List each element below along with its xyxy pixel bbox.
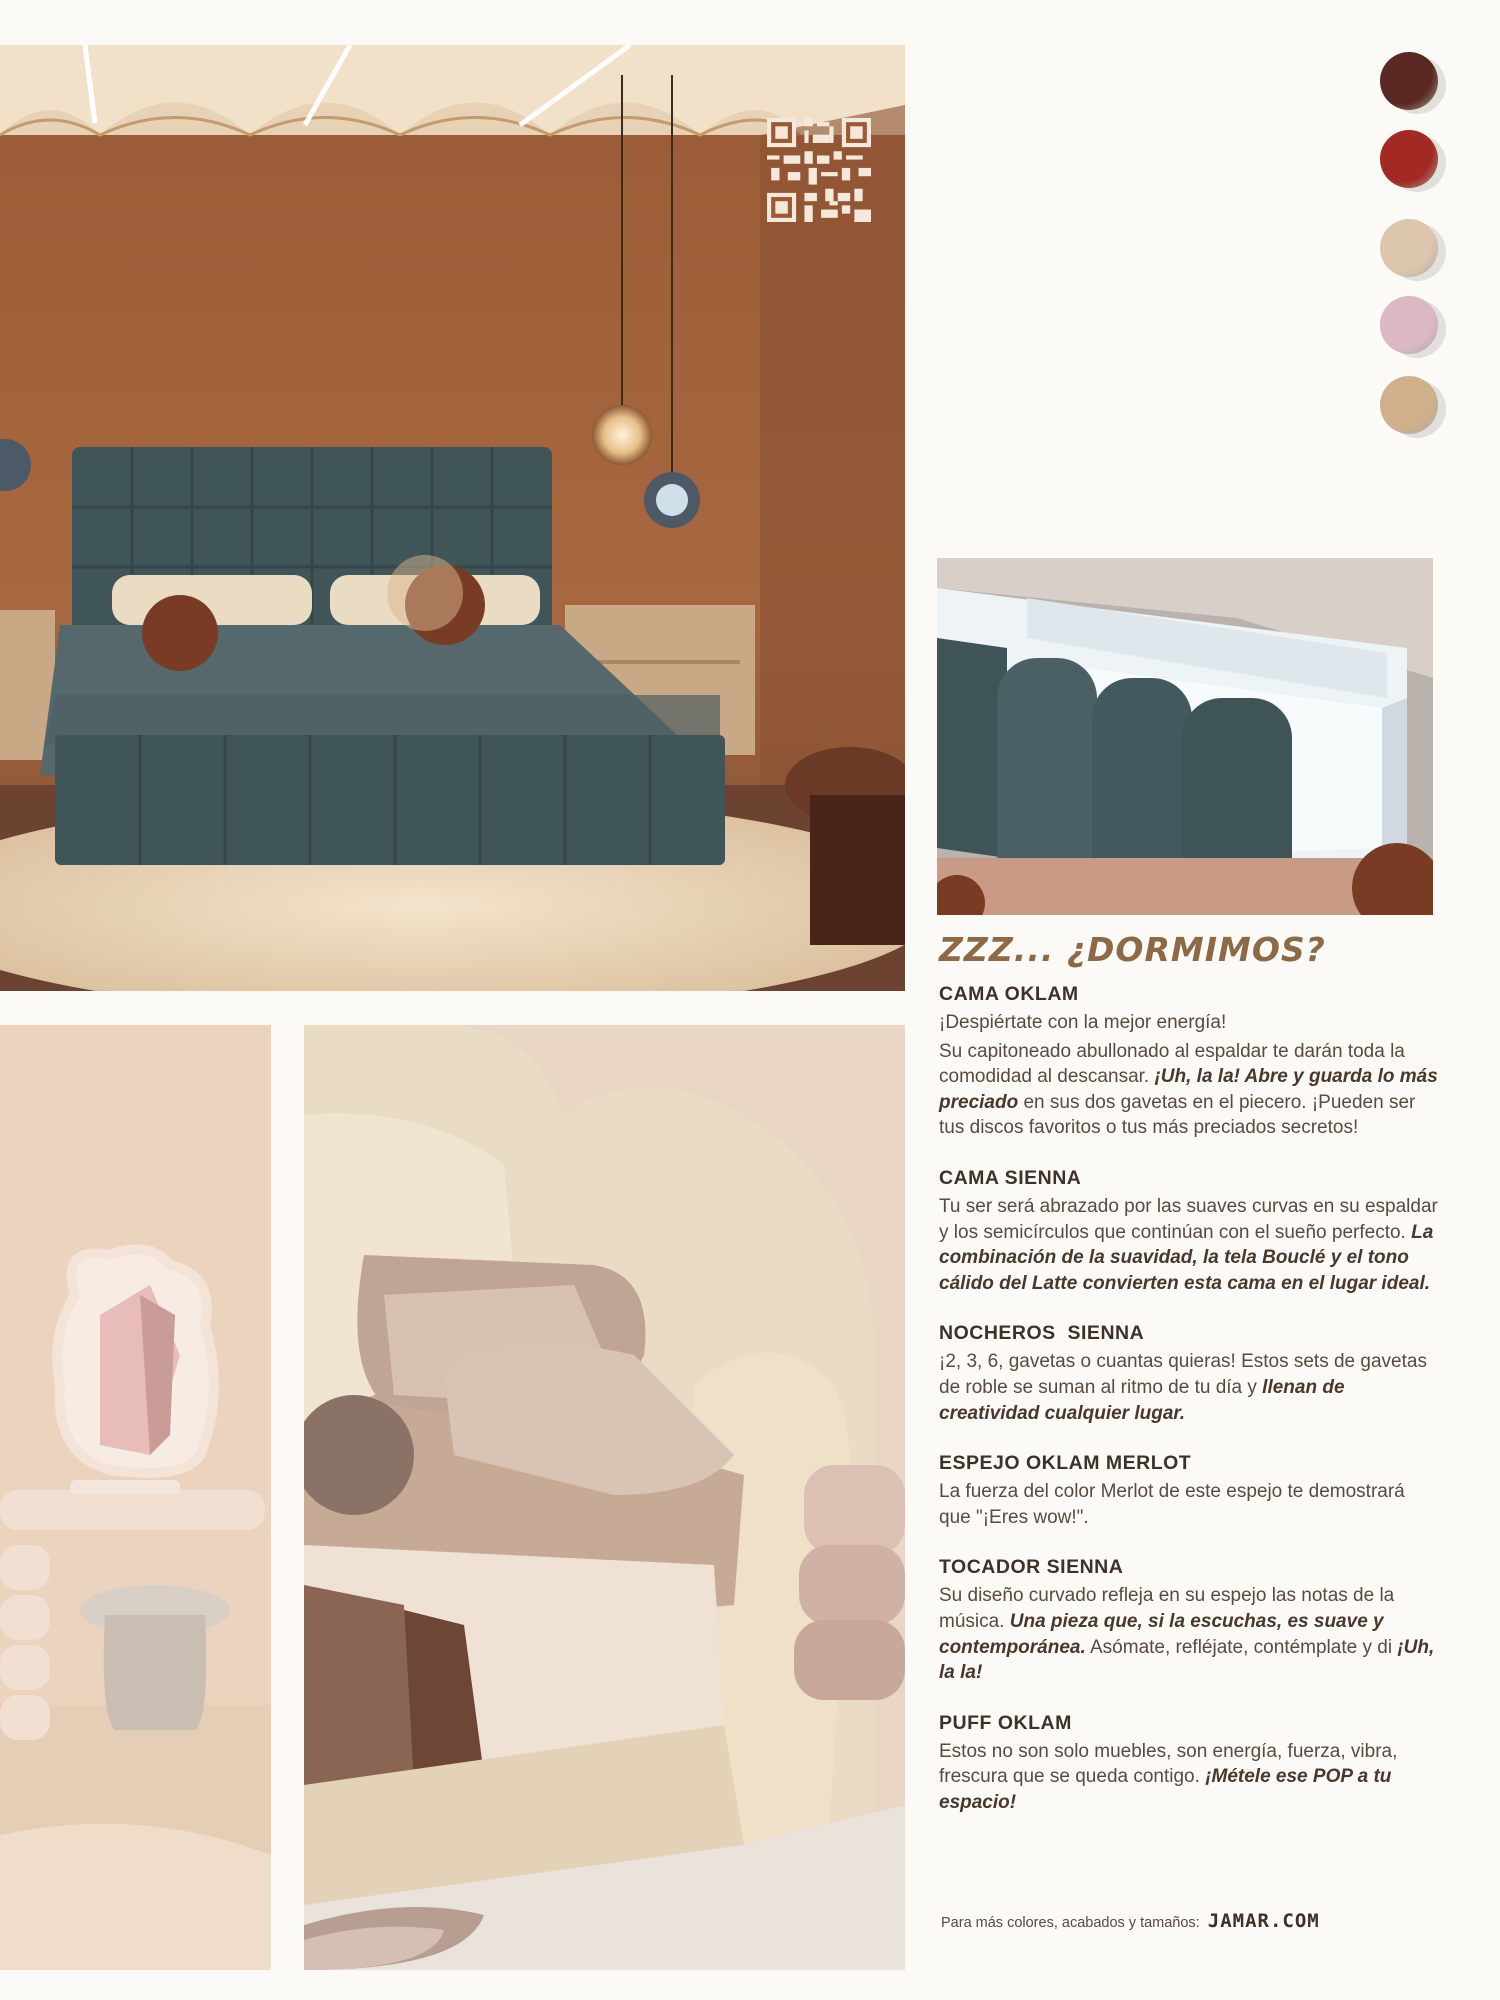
footer-line [941, 1910, 1320, 1932]
vanity-photo [0, 1025, 271, 1970]
product-tagline: ¡Despiértate con la mejor energía! [939, 1012, 1227, 1033]
product-description: Su diseño curvado refleja en su espejo las notas de la música. Una pieza que, si la escuchas, es suave y contemporánea. Asómate, refléjate, contémplate y di ¡Uh, la la! [939, 1585, 1435, 1684]
drawer-detail-photo [937, 558, 1433, 915]
swatch-latte[interactable] [1380, 219, 1438, 277]
product-espejo-oklam-merlot [939, 1452, 1439, 1530]
product-description: Tu ser será abrazado por las suaves curvas en su espaldar y los semicírculos que continúan con el sueño perfecto. La combinación de la suavidad, la tela Bouclé y el tono cálido del Latte convierten esta cama en el lugar ideal. [939, 1195, 1438, 1294]
product-title: PUFF OKLAM [939, 1711, 1072, 1734]
product-puff-oklam [939, 1712, 1439, 1816]
product-title: TOCADOR SIENNA [939, 1556, 1124, 1579]
brand-link[interactable]: JAMAR.COM [1207, 1910, 1320, 1932]
product-description: Estos no son solo muebles, son energía, fuerza, vibra, frescura que se queda contigo. ¡Métele ese POP a tu espacio! [939, 1740, 1398, 1813]
product-description: La fuerza del color Merlot de este espejo te demostrará que "¡Eres wow!". [939, 1481, 1405, 1528]
product-title: CAMA OKLAM [939, 983, 1079, 1005]
swatch-merlot-dark[interactable] [1380, 52, 1438, 110]
product-tocador-sienna [939, 1556, 1439, 1685]
product-title: ESPEJO OKLAM MERLOT [939, 1452, 1192, 1475]
product-cama-sienna [939, 1167, 1439, 1296]
product-description: ¡2, 3, 6, gavetas o cuantas quieras! Estos sets de gavetas de roble se suman al ritmo de tu día y llenan de creatividad cualquier lugar. [939, 1351, 1427, 1424]
swatch-red[interactable] [1380, 130, 1438, 188]
headline: ZZZ... ¿DORMIMOS? [939, 930, 1326, 969]
qr-code[interactable] [767, 118, 871, 222]
product-title: CAMA SIENNA [939, 1166, 1082, 1189]
product-title: NOCHEROS SIENNA [939, 1322, 1145, 1345]
footer-text: Para más colores, acabados y tamaños: [941, 1915, 1200, 1931]
swatch-pink[interactable] [1380, 296, 1438, 354]
product-description: Su capitoneado abullonado al espaldar te darán toda la comodidad al descansar. ¡Uh, la la! Abre y guarda lo más preciado en sus dos gavetas en el piecero. ¡Pueden ser tus discos favoritos o tus más preciados secretos! [939, 1040, 1438, 1139]
sienna-bed-photo [304, 1025, 905, 1970]
product-cama-oklam [939, 983, 1439, 1141]
text-column [939, 930, 1439, 1841]
swatch-sand[interactable] [1380, 376, 1438, 434]
product-nocheros-sienna [939, 1322, 1439, 1426]
